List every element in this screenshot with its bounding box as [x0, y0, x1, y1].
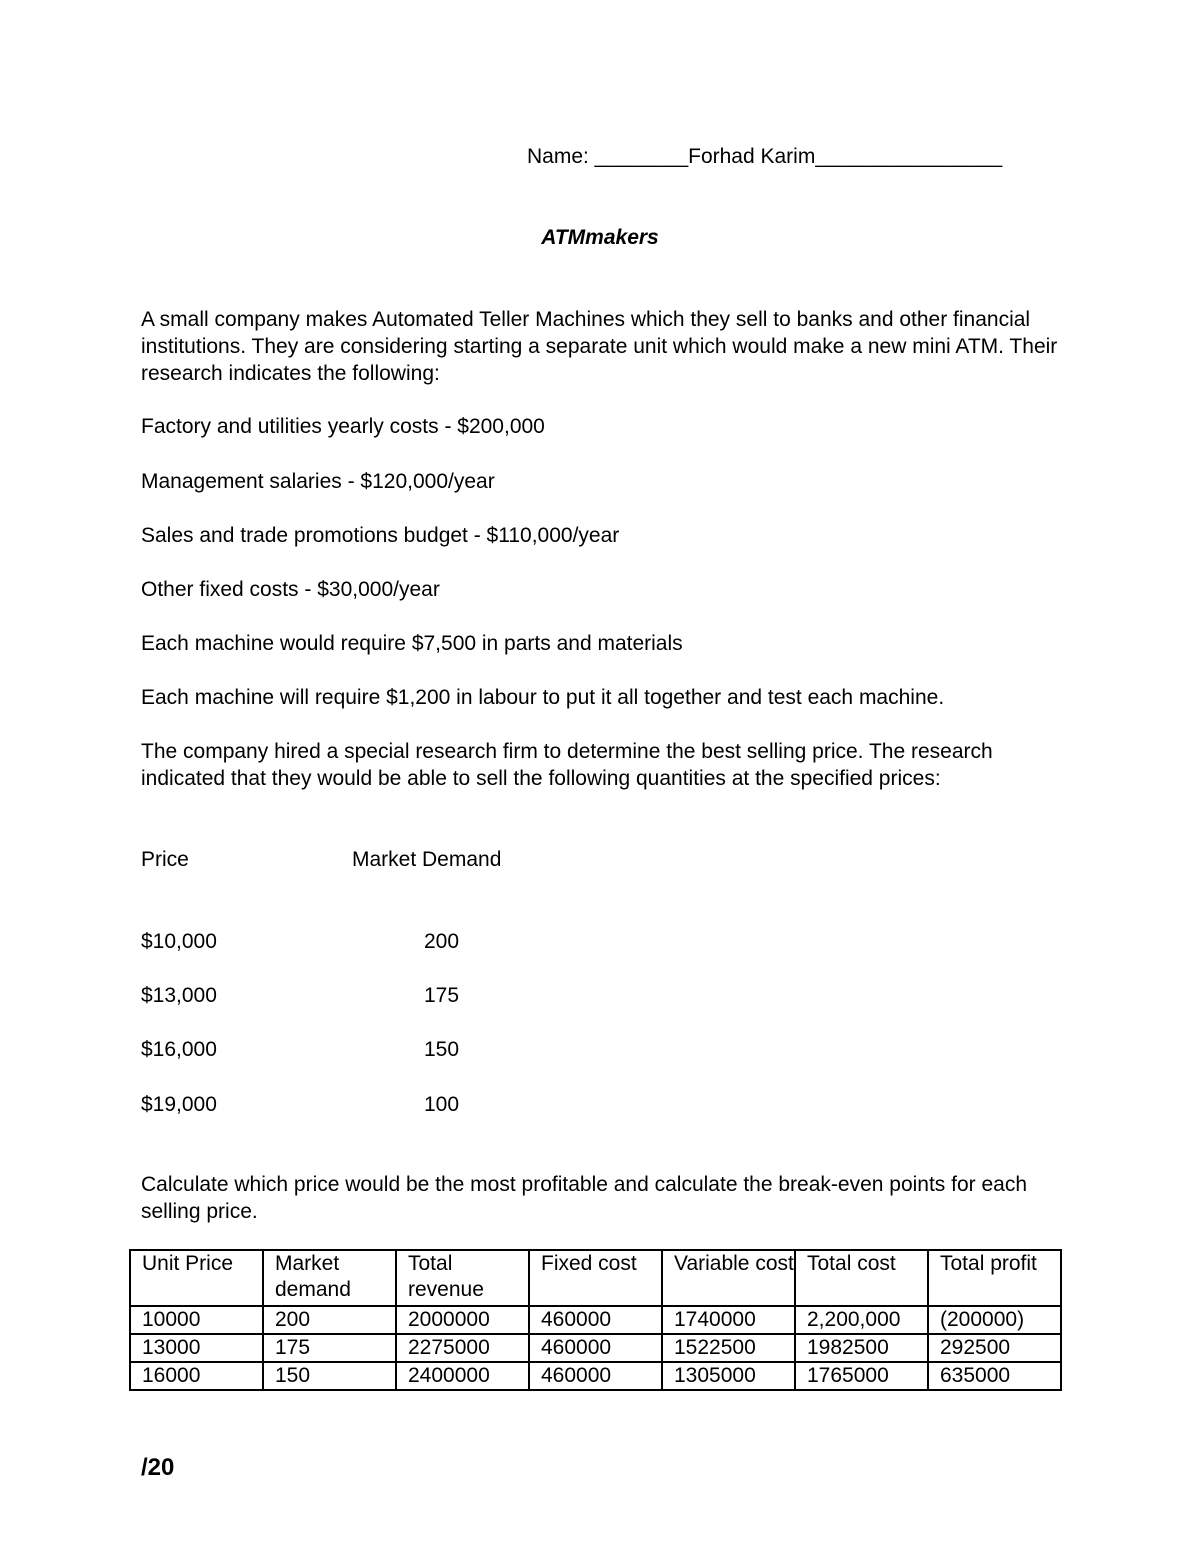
header-total-revenue: Total revenue — [396, 1250, 529, 1306]
question-paragraph: Calculate which price would be the most profitable and calculate the break-even points for each selling price. — [141, 1173, 1028, 1223]
cell-unit-price: 16000 — [130, 1362, 263, 1390]
cell-total-revenue: 2400000 — [396, 1362, 529, 1390]
header-variable-cost: Variable cost — [662, 1250, 795, 1306]
cell-total-cost: 1765000 — [795, 1362, 928, 1390]
intro-text: A small company makes Automated Teller Machines which they sell to banks and other financial institutions. They are considering starting a separate unit which would make a new mini ATM. Their research indicates the following: — [141, 308, 1058, 385]
cell-total-profit: 292500 — [928, 1334, 1061, 1362]
fact-sales-budget: Sales and trade promotions budget - $110,000/year — [141, 524, 620, 547]
cell-total-revenue: 2275000 — [396, 1334, 529, 1362]
score-label: /20 — [141, 1454, 175, 1481]
market-price: $16,000 — [141, 1038, 217, 1061]
header-total-profit: Total profit — [928, 1250, 1061, 1306]
cell-unit-price: 13000 — [130, 1334, 263, 1362]
table-row — [130, 1306, 1061, 1334]
market-price: $13,000 — [141, 984, 217, 1007]
header-unit-price: Unit Price — [130, 1250, 263, 1306]
table-row — [130, 1334, 1061, 1362]
fact-parts-materials: Each machine would require $7,500 in parts and materials — [141, 632, 683, 655]
market-demand: 100 — [424, 1093, 460, 1116]
results-table — [129, 1249, 1062, 1391]
header-fixed-cost: Fixed cost — [529, 1250, 662, 1306]
market-demand: 200 — [424, 930, 460, 953]
cell-total-revenue: 2000000 — [396, 1306, 529, 1334]
cell-fixed-cost: 460000 — [529, 1306, 662, 1334]
cell-total-cost: 1982500 — [795, 1334, 928, 1362]
table-row — [130, 1362, 1061, 1390]
cell-market-demand: 175 — [263, 1334, 396, 1362]
market-price: $10,000 — [141, 930, 217, 953]
cell-unit-price: 10000 — [130, 1306, 263, 1334]
cell-total-profit: 635000 — [928, 1362, 1061, 1390]
cell-market-demand: 150 — [263, 1362, 396, 1390]
header-total-cost: Total cost — [795, 1250, 928, 1306]
market-header-demand: Market Demand — [352, 848, 502, 871]
cell-variable-cost: 1740000 — [662, 1306, 795, 1334]
cell-total-profit: (200000) — [928, 1306, 1061, 1334]
header-market-demand: Market demand — [263, 1250, 396, 1306]
cell-market-demand: 200 — [263, 1306, 396, 1334]
research-text: The company hired a special research firm to determine the best selling price. The research indicated that they would be able to sell the following quantities at the specified prices: — [141, 740, 993, 790]
cell-variable-cost: 1305000 — [662, 1362, 795, 1390]
cell-total-cost: 2,200,000 — [795, 1306, 928, 1334]
cell-variable-cost: 1522500 — [662, 1334, 795, 1362]
fact-factory-costs: Factory and utilities yearly costs - $200,000 — [141, 415, 545, 438]
name-line: Name: ________Forhad Karim________________ — [527, 145, 1003, 168]
fact-other-fixed-costs: Other fixed costs - $30,000/year — [141, 578, 440, 601]
market-demand: 175 — [424, 984, 460, 1007]
intro-paragraph — [141, 306, 1071, 387]
page-title: ATMmakers — [541, 226, 659, 249]
table-header-row — [130, 1250, 1061, 1306]
cell-fixed-cost: 460000 — [529, 1334, 662, 1362]
research-paragraph — [141, 738, 1071, 792]
fact-management-salaries: Management salaries - $120,000/year — [141, 470, 495, 493]
fact-labour: Each machine will require $1,200 in labour to put it all together and test each machine. — [141, 686, 945, 709]
cell-fixed-cost: 460000 — [529, 1362, 662, 1390]
market-demand: 150 — [424, 1038, 460, 1061]
market-price: $19,000 — [141, 1093, 217, 1116]
market-header-price: Price — [141, 848, 189, 871]
